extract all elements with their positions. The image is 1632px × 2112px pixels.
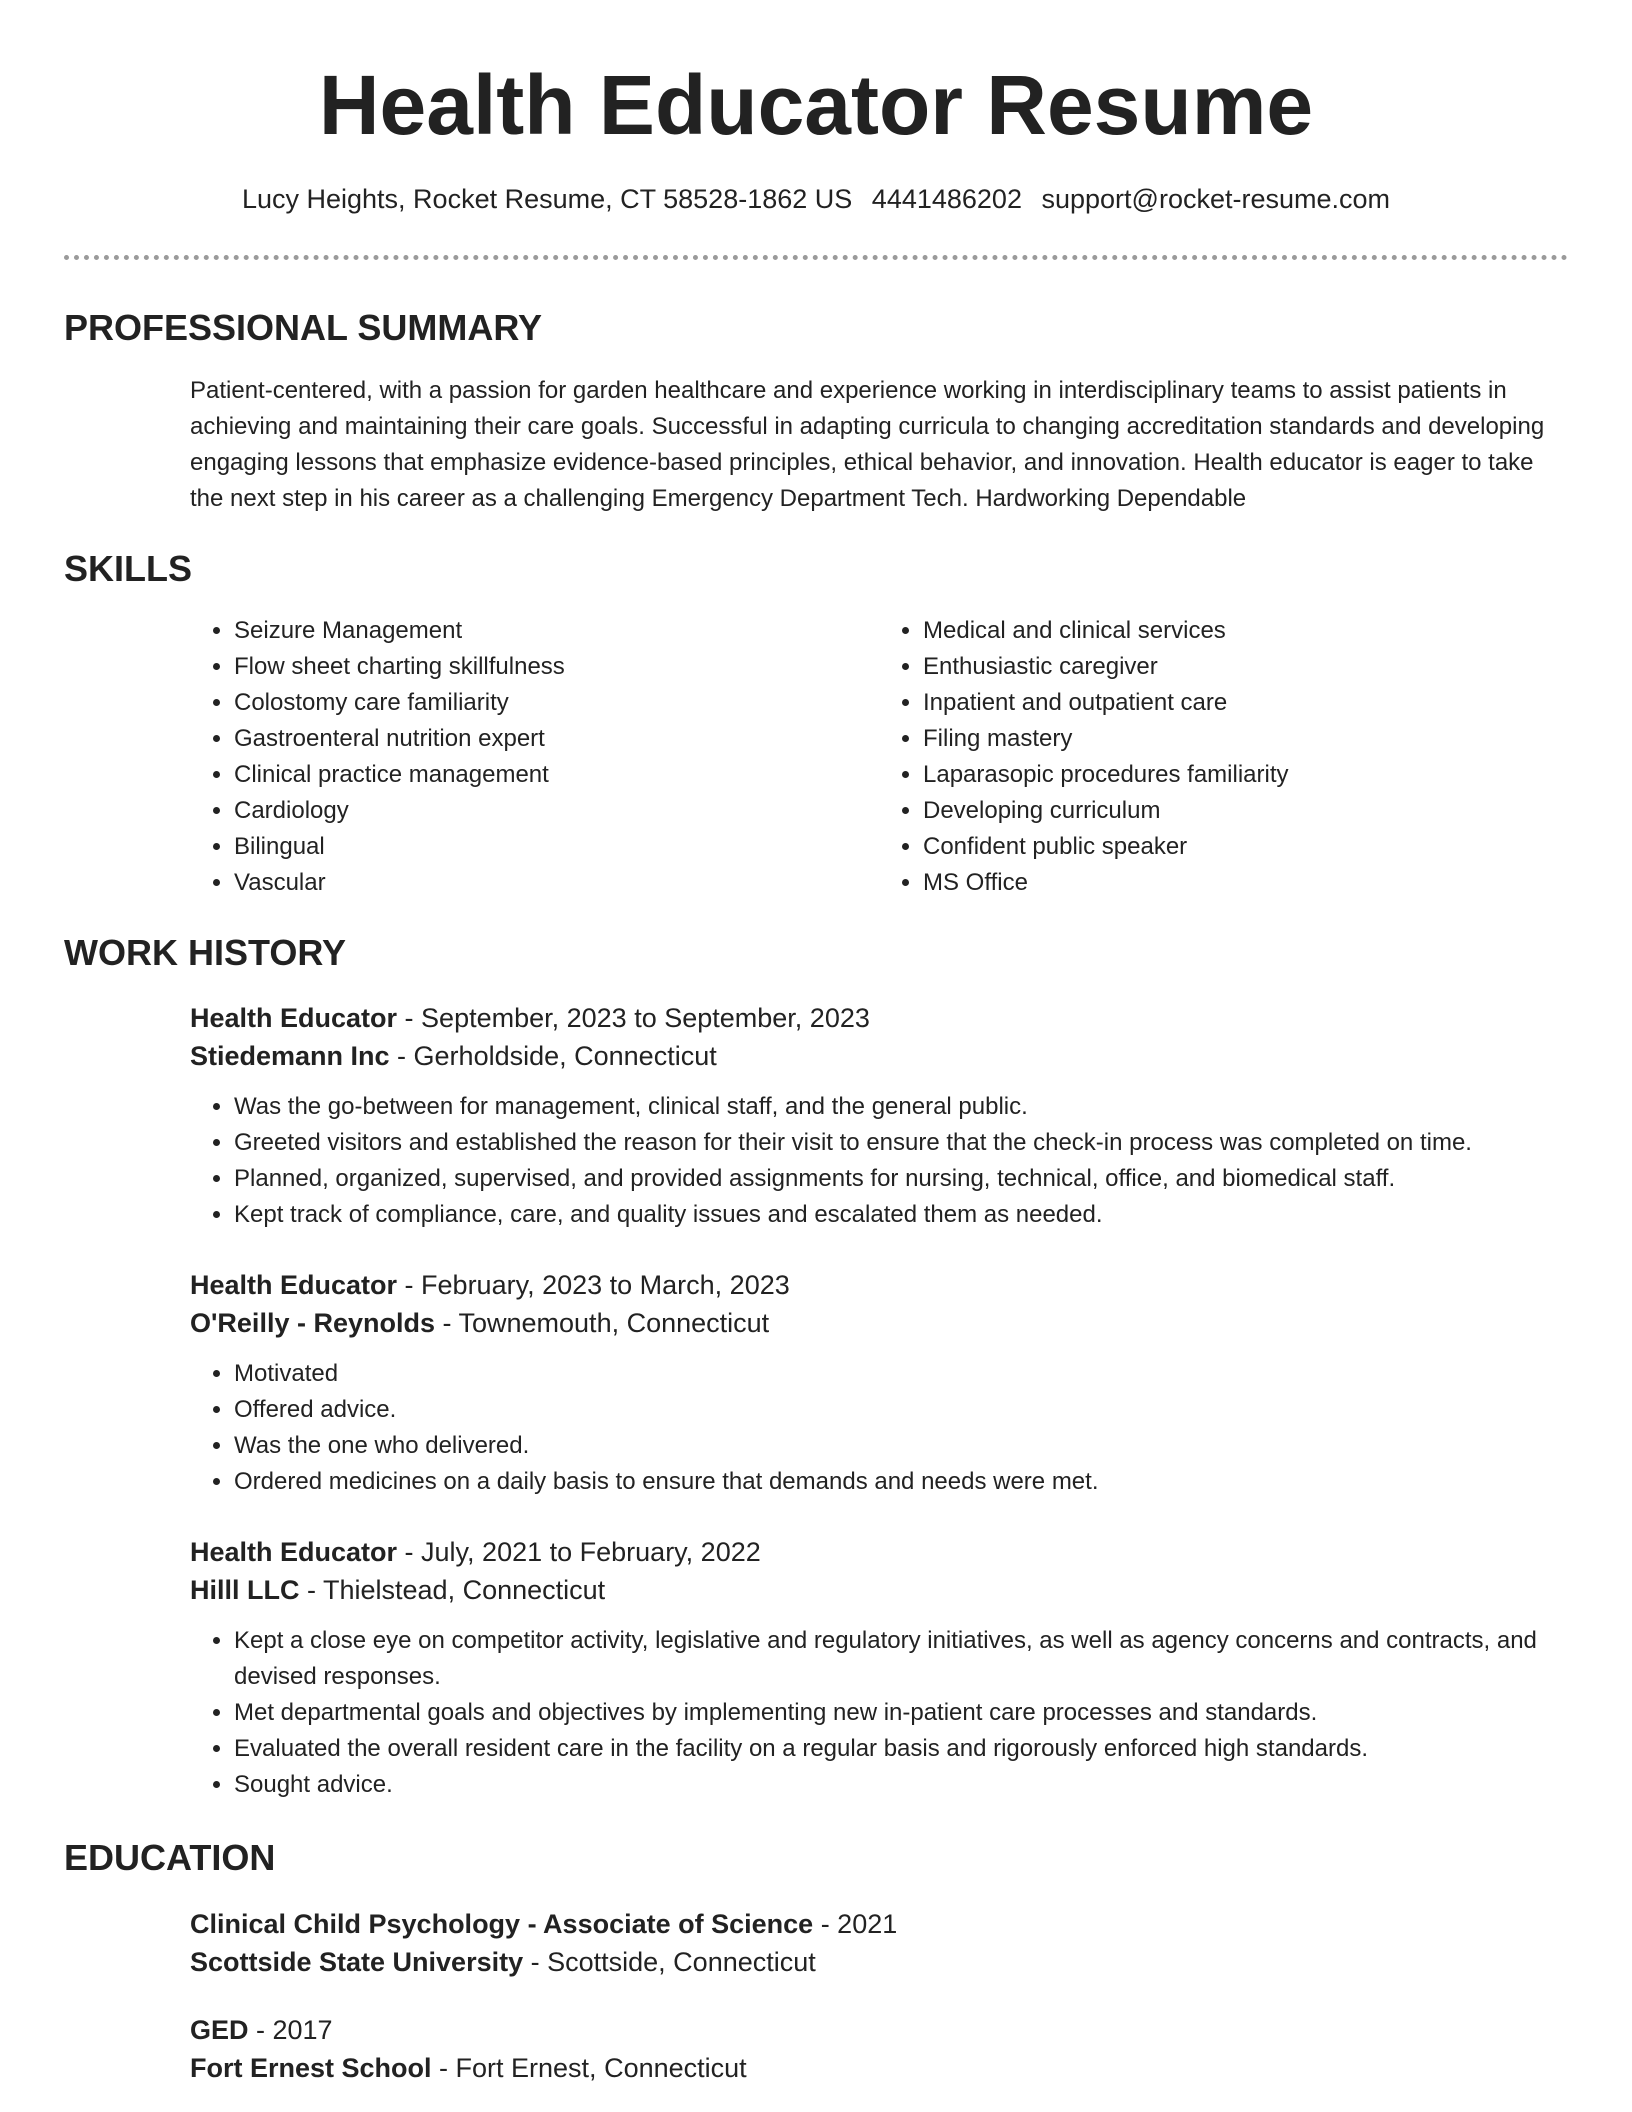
job-entry xyxy=(190,1266,1568,1500)
skill-item: • Confident public speaker xyxy=(923,829,1568,865)
resume-title: Health Educator Resume xyxy=(318,58,1314,152)
job-role-line xyxy=(190,1266,1568,1304)
job-location: - Townemouth, Connecticut xyxy=(434,1308,770,1338)
job-dates: - July, 2021 to February, 2022 xyxy=(397,1537,761,1567)
job-company-line xyxy=(190,1571,1568,1609)
job-bullet: • Met departmental goals and objectives by implementing new in-patient care processes and standards. xyxy=(234,1695,1568,1731)
skill-item: • Colostomy care familiarity xyxy=(234,685,879,721)
section-title-summary: PROFESSIONAL SUMMARY xyxy=(64,307,543,348)
education-degree: GED xyxy=(190,2015,249,2045)
education-school-line xyxy=(190,1943,1568,1981)
job-bullet: • Was the one who delivered. xyxy=(234,1428,1568,1464)
education-entry xyxy=(190,1905,1568,1981)
job-entry xyxy=(190,1533,1568,1803)
contact-phone: 4441486202 xyxy=(871,184,1022,214)
education-location: - Scottside, Connecticut xyxy=(523,1947,816,1977)
job-company: Hilll LLC xyxy=(190,1575,300,1605)
skill-item: • Medical and clinical services xyxy=(923,613,1568,649)
skill-item: • Laparasopic procedures familiarity xyxy=(923,757,1568,793)
skill-item: • Inpatient and outpatient care xyxy=(923,685,1568,721)
section-title-skills: SKILLS xyxy=(64,548,193,589)
job-role: Health Educator xyxy=(190,1270,398,1300)
skill-item: • Cardiology xyxy=(234,793,879,829)
job-company: O'Reilly - Reynolds xyxy=(190,1308,435,1338)
skill-item: • Seizure Management xyxy=(234,613,879,649)
education-location: - Fort Ernest, Connecticut xyxy=(431,2053,747,2083)
education-school-line xyxy=(190,2049,1568,2087)
contact-email: support@rocket-resume.com xyxy=(1041,184,1391,214)
job-entry xyxy=(190,999,1568,1233)
job-bullet: • Motivated xyxy=(234,1356,1568,1392)
job-company: Stiedemann Inc xyxy=(190,1041,390,1071)
skill-item: • Filing mastery xyxy=(923,721,1568,757)
skill-item: • Clinical practice management xyxy=(234,757,879,793)
contact-line xyxy=(64,181,1568,217)
header-divider xyxy=(64,255,1568,260)
job-bullets xyxy=(190,1356,1568,1500)
job-bullet: • Was the go-between for management, clinical staff, and the general public. xyxy=(234,1089,1568,1125)
contact-address: Lucy Heights, Rocket Resume, CT 58528-1862 US xyxy=(241,184,853,214)
job-bullet: • Kept a close eye on competitor activity, legislative and regulatory initiatives, as well as agency concerns and contracts, and devised responses. xyxy=(234,1623,1568,1695)
job-bullet: • Greeted visitors and established the reason for their visit to ensure that the check-in process was completed on time. xyxy=(234,1125,1568,1161)
job-bullet: • Ordered medicines on a daily basis to ensure that demands and needs were met. xyxy=(234,1464,1568,1500)
job-location: - Gerholdside, Connecticut xyxy=(389,1041,717,1071)
job-company-line xyxy=(190,1304,1568,1342)
education-degree-line xyxy=(190,2011,1568,2049)
skill-item: • MS Office xyxy=(923,865,1568,901)
job-role-line xyxy=(190,999,1568,1037)
job-role: Health Educator xyxy=(190,1537,398,1567)
education-school: Scottside State University xyxy=(190,1947,524,1977)
section-title-work-history: WORK HISTORY xyxy=(64,932,347,973)
job-role-line xyxy=(190,1533,1568,1571)
job-bullet: • Kept track of compliance, care, and quality issues and escalated them as needed. xyxy=(234,1197,1568,1233)
job-bullet: • Planned, organized, supervised, and provided assignments for nursing, technical, office, and biomedical staff. xyxy=(234,1161,1568,1197)
education-year: - 2017 xyxy=(248,2015,333,2045)
job-bullet: • Evaluated the overall resident care in the facility on a regular basis and rigorously enforced high standards. xyxy=(234,1731,1568,1767)
job-bullet: • Sought advice. xyxy=(234,1767,1568,1803)
skill-item: • Vascular xyxy=(234,865,879,901)
job-dates: - February, 2023 to March, 2023 xyxy=(397,1270,790,1300)
education-year: - 2021 xyxy=(813,1909,898,1939)
skill-item: • Developing curriculum xyxy=(923,793,1568,829)
skills-column-left xyxy=(190,613,879,901)
job-dates: - September, 2023 to September, 2023 xyxy=(397,1003,870,1033)
skill-item: • Flow sheet charting skillfulness xyxy=(234,649,879,685)
education-school: Fort Ernest School xyxy=(190,2053,432,2083)
skills-grid xyxy=(190,613,1568,901)
education-entry xyxy=(190,2011,1568,2087)
skill-item: • Bilingual xyxy=(234,829,879,865)
job-bullet: • Offered advice. xyxy=(234,1392,1568,1428)
skill-item: • Gastroenteral nutrition expert xyxy=(234,721,879,757)
job-bullets xyxy=(190,1623,1568,1803)
job-location: - Thielstead, Connecticut xyxy=(299,1575,606,1605)
skills-column-right xyxy=(879,613,1568,901)
education-degree: Clinical Child Psychology - Associate of Science xyxy=(190,1909,814,1939)
section-title-education: EDUCATION xyxy=(64,1837,276,1878)
job-company-line xyxy=(190,1037,1568,1075)
job-bullets xyxy=(190,1089,1568,1233)
job-role: Health Educator xyxy=(190,1003,398,1033)
education-degree-line xyxy=(190,1905,1568,1943)
skill-item: • Enthusiastic caregiver xyxy=(923,649,1568,685)
summary-text: Patient-centered, with a passion for garden healthcare and experience working in interdisciplinary teams to assist patients in achieving and maintaining their care goals. Successful in adapting curricula to changing accreditation standards and developing engaging lessons that emphasize evidence-based principles, ethical behavior, and innovation. Health educator is eager to take the next step in his career as a challenging Emergency Department Tech. Hardworking Dependable xyxy=(190,377,1545,512)
